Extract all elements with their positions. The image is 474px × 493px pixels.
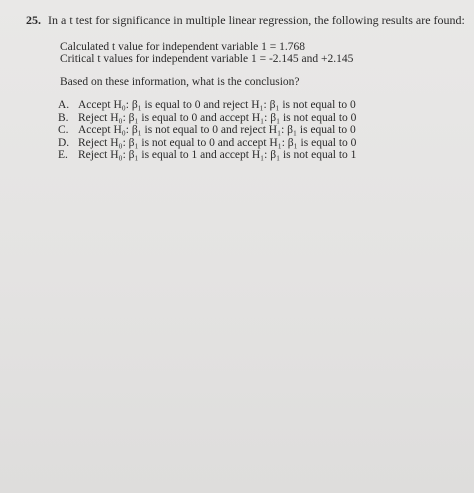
option-letter: E. (58, 149, 68, 162)
option-text: Reject H₀: β₁ is equal to 0 and accept H₁: β₁ is not equal to 0 (78, 111, 357, 124)
option-letter: A. (58, 99, 70, 111)
given-values (60, 41, 353, 65)
given-line-critical: Critical t values for independent variable 1 = -2.145 and +2.145 (60, 53, 354, 65)
option-a (58, 99, 356, 112)
question-number: 25. (26, 13, 41, 27)
option-letter: C. (58, 124, 69, 137)
option-d (58, 137, 356, 150)
question-prompt: Based on these information, what is the conclusion? (60, 76, 300, 88)
option-text: Reject H₀: β₁ is not equal to 0 and accept H₁: β₁ is equal to 0 (78, 136, 357, 149)
option-text: Reject H₀: β₁ is equal to 1 and accept H₁: β₁ is not equal to 1 (78, 149, 357, 162)
option-text: Accept H₀: β₁ is not equal to 0 and reject H₁: β₁ is equal to 0 (78, 124, 356, 137)
option-b (58, 112, 356, 125)
question-stem: In a t test for significance in multiple linear regression, the following results are found: (48, 13, 465, 27)
option-text: Accept H₀: β₁ is equal to 0 and reject H₁: β₁ is not equal to 0 (78, 99, 356, 111)
option-letter: B. (58, 111, 69, 124)
given-line-calculated: Calculated t value for independent variable 1 = 1.768 (60, 41, 306, 53)
option-e (58, 149, 356, 162)
option-c (58, 124, 356, 137)
option-letter: D. (58, 136, 70, 149)
answer-options (58, 99, 356, 162)
